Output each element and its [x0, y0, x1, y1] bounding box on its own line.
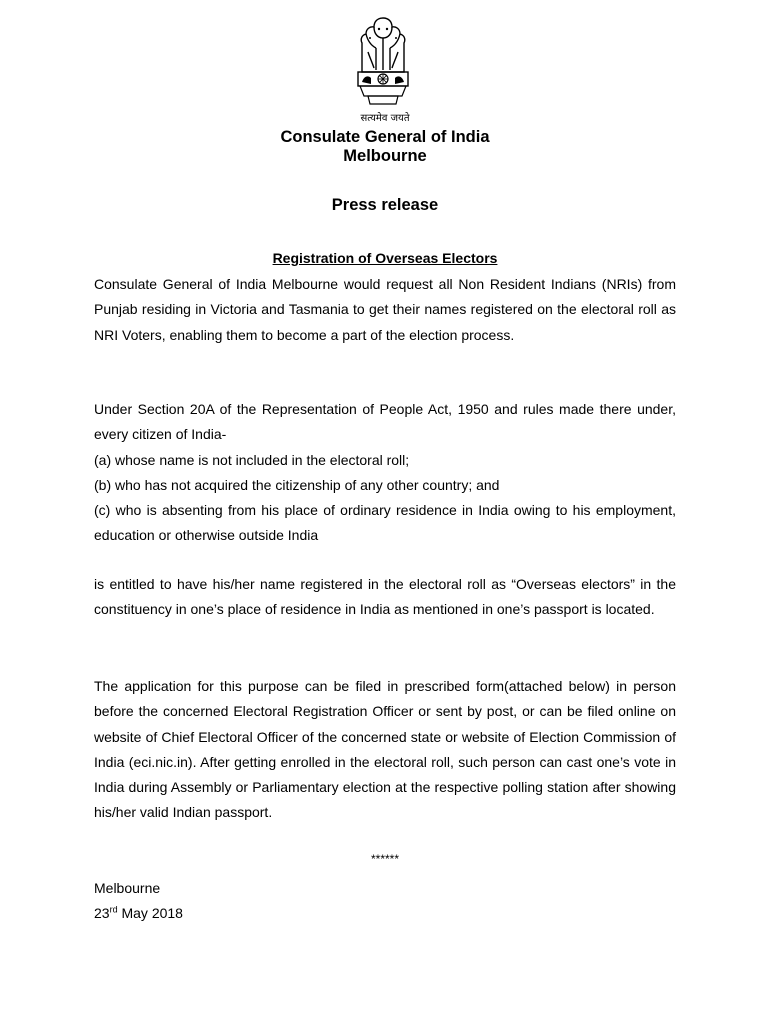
paragraph-entitlement: is entitled to have his/her name registered in the electoral roll as “Overseas electors” in the constituency in one’s place of residence in India as mentioned in one’s passport is located. — [94, 576, 676, 618]
date-day: 23 — [94, 905, 110, 922]
organization-title — [0, 128, 770, 166]
organization-city: Melbourne — [343, 147, 427, 165]
paragraph-eligibility — [94, 397, 676, 549]
document-heading: Registration of Overseas Electors — [272, 250, 498, 266]
organization-name: Consulate General of India — [280, 128, 490, 146]
eligibility-item-b: (b) who has not acquired the citizenship of any other country; and — [94, 476, 500, 493]
closing-place: Melbourne — [94, 880, 161, 896]
state-emblem-icon — [344, 12, 422, 112]
eligibility-intro: Under Section 20A of the Representation of People Act, 1950 and rules made there under, every citizen of India- — [94, 401, 676, 443]
eligibility-item-a: (a) whose name is not included in the electoral roll; — [94, 451, 410, 468]
paragraph-intro: Consulate General of India Melbourne would request all Non Resident Indians (NRIs) from Punjab residing in Victoria and Tasmania to get their names registered on the electoral roll as NRI Voters, enabling them to become a part of the election process. — [94, 276, 676, 343]
paragraph-application: The application for this purpose can be filed in prescribed form(attached below) in person before the concerned Electoral Registration Officer or sent by post, or can be filed online on website of Chief Electoral Officer of the concerned state or website of Election Commission of India (eci.nic.in). After getting enrolled in the electoral roll, such person can cast one’s vote in India during Assembly or Parliamentary election at the respective polling station after showing his/her valid Indian passport. — [94, 678, 676, 821]
separator: ****** — [370, 852, 400, 866]
date-month-year: May 2018 — [117, 905, 183, 922]
eligibility-item-c: (c) who is absenting from his place of ordinary residence in India owing to his employment, education or otherwise outside India — [94, 502, 676, 544]
closing-block — [94, 876, 183, 927]
emblem-motto: सत्यमेव जयते — [360, 113, 410, 124]
document-type: Press release — [331, 196, 439, 214]
closing-date — [94, 901, 183, 926]
date-day-suffix: rd — [109, 904, 118, 915]
